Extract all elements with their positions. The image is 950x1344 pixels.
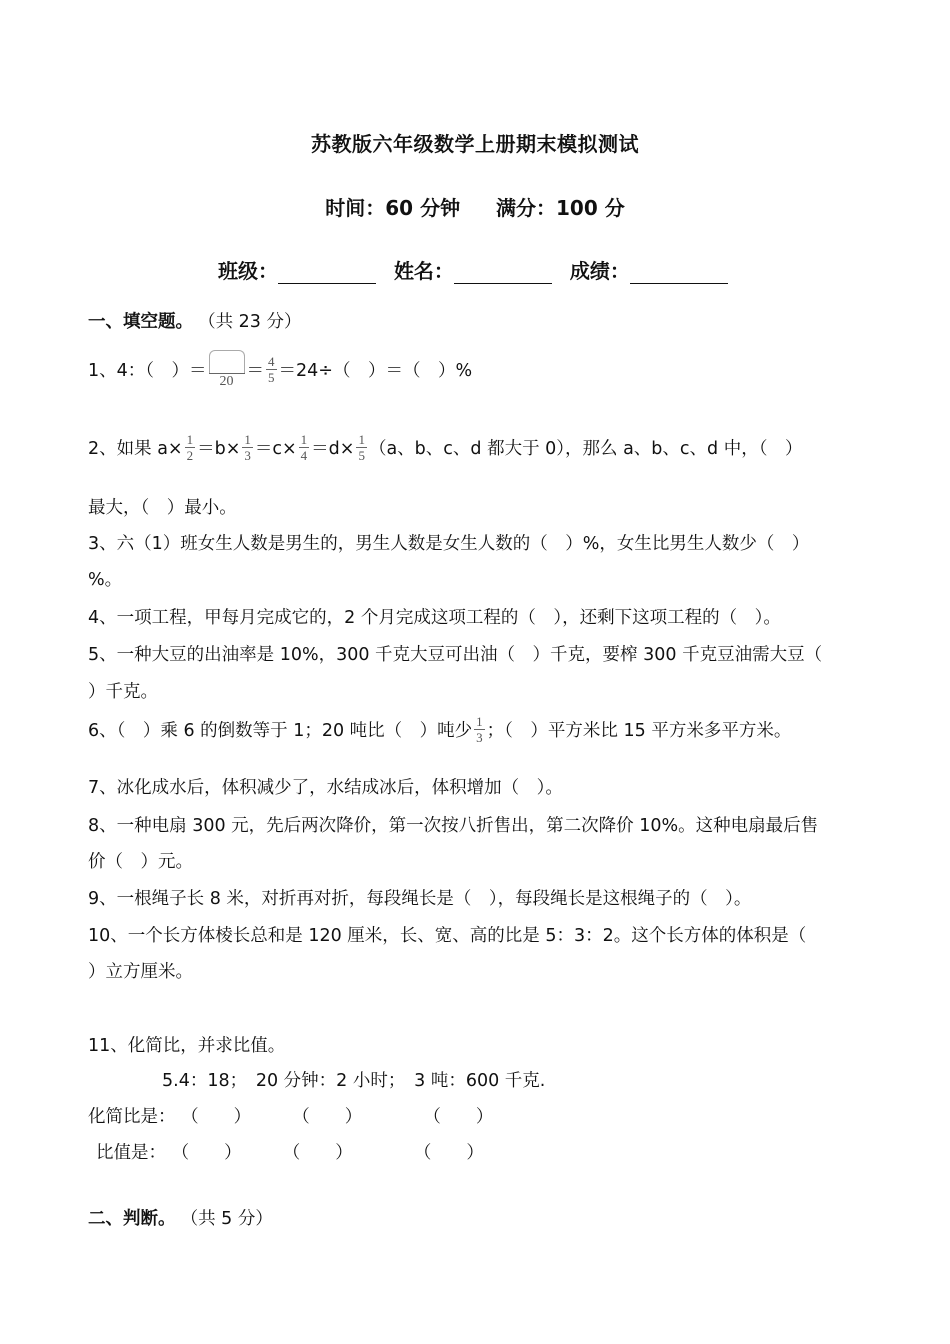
question-8-line2: 价（ ）元。 [88, 852, 193, 872]
section1-points: （共 23 分） [198, 312, 302, 332]
question-10-line2: ）立方厘米。 [88, 962, 193, 982]
grade-field[interactable] [630, 265, 728, 284]
q11-items: 5.4：18； 20 分钟：2 小时； 3 吨：600 千克. [162, 1071, 546, 1091]
q1-fraction-denominator: 20 [219, 374, 234, 389]
q11-simplify-row [88, 1103, 493, 1128]
question-5: 5、一种大豆的出油率是 10%，300 千克大豆可出油（ ）千克，要榨 300 千克豆油需大豆（ [88, 645, 823, 665]
q11-simplify-answer-2[interactable]: （ ） [292, 1107, 363, 1127]
question-2-line2: 最大，（ ）最小。 [88, 498, 237, 518]
time-label: 时间： [325, 196, 386, 220]
name-field[interactable] [454, 265, 552, 284]
section2-points: （共 5 分） [180, 1209, 273, 1229]
name-label: 姓名： [393, 259, 454, 283]
q11-value-answer-3[interactable]: （ ） [413, 1143, 484, 1163]
q11-value-answer-1[interactable]: （ ） [171, 1143, 242, 1163]
section1-title: 一、填空题。 [88, 312, 193, 332]
score-label: 满分： [496, 196, 557, 220]
score-value: 100 [556, 196, 598, 220]
q2-fraction-1-2: $\frac{1}{2}$ [186, 432, 194, 463]
question-7: 7、冰化成水后，体积减少了，水结成冰后，体积增加（ ）。 [88, 778, 563, 798]
page-title: 苏教版六年级数学上册期末模拟测试 [311, 132, 639, 156]
q2-fraction-1-5: $\frac{1}{5}$ [358, 432, 365, 463]
q11-simplify-answer-1[interactable]: （ ） [181, 1107, 252, 1127]
class-label: 班级： [218, 259, 278, 283]
question-4: 4、一项工程，甲每月完成它的，2 个月完成这项工程的（ ），还剩下这项工程的（ ）。 [88, 608, 781, 628]
q1-equals: ＝ [246, 361, 265, 381]
question-5-line2: ）千克。 [88, 682, 158, 702]
q1-fraction-4-5: $\frac{4}{5}$ [268, 354, 275, 385]
grade-label: 成绩： [569, 259, 630, 283]
q1-suffix: ＝24÷（ ）＝（ ）% [278, 361, 473, 381]
q6-fraction-1-3: $\frac{1}{3}$ [476, 714, 483, 745]
question-1 [88, 350, 472, 389]
q1-prefix: 1、4：（ ）＝ [88, 361, 207, 381]
section2-title: 二、判断。 [88, 1209, 176, 1229]
student-info-line [218, 255, 728, 284]
time-unit: 分钟 [420, 196, 461, 220]
class-field[interactable] [278, 265, 376, 284]
score-unit: 分 [604, 196, 625, 220]
question-9: 9、一根绳子长 8 米，对折再对折，每段绳长是（ ），每段绳长是这根绳子的（ ）。 [88, 889, 752, 909]
q1-fraction-blank [209, 350, 245, 389]
q11-value-label: 比值是： [96, 1143, 166, 1163]
q11-value-row [96, 1139, 484, 1164]
question-6: 6、（ ）乘 6 的倒数等于 1；20 吨比（ ）吨少 $\frac{1}{3}$ ；（ ）平方米比 15 平方米多平方米。 [88, 714, 792, 745]
q11-simplify-answer-3[interactable]: （ ） [423, 1107, 494, 1127]
q1-fraction-numerator-blank[interactable] [209, 350, 245, 373]
question-3: 3、六（1）班女生人数是男生的，男生人数是女生人数的（ ）%，女生比男生人数少（ ） [88, 534, 810, 554]
time-score-line [0, 192, 950, 221]
section2-heading [88, 1205, 273, 1230]
question-8: 8、一种电扇 300 元，先后两次降价，第一次按八折售出，第二次降价 10%。这种电扇最后售 [88, 816, 819, 836]
q11-value-answer-2[interactable]: （ ） [282, 1143, 353, 1163]
time-value: 60 [385, 196, 414, 220]
question-11: 11、化简比，并求比值。 [88, 1036, 286, 1056]
question-2: 2、如果 a× $\frac{1}{2}$ ＝b× $\frac{1}{3}$ ＝c× $\frac{1}{4}$ ＝d× $\frac{1}{5}$ （a、b、c、d 都大于 0），那么 a、b、c、d 中，（ ） [88, 432, 803, 463]
question-3-line2: %。 [88, 570, 123, 590]
q11-simplify-label: 化简比是： [88, 1107, 176, 1127]
q2-fraction-1-3: $\frac{1}{3}$ [244, 432, 251, 463]
question-10: 10、一个长方体棱长总和是 120 厘米，长、宽、高的比是 5：3：2。这个长方体的体积是（ [88, 926, 807, 946]
section1-heading [88, 308, 302, 333]
q2-fraction-1-4: $\frac{1}{4}$ [300, 432, 308, 463]
